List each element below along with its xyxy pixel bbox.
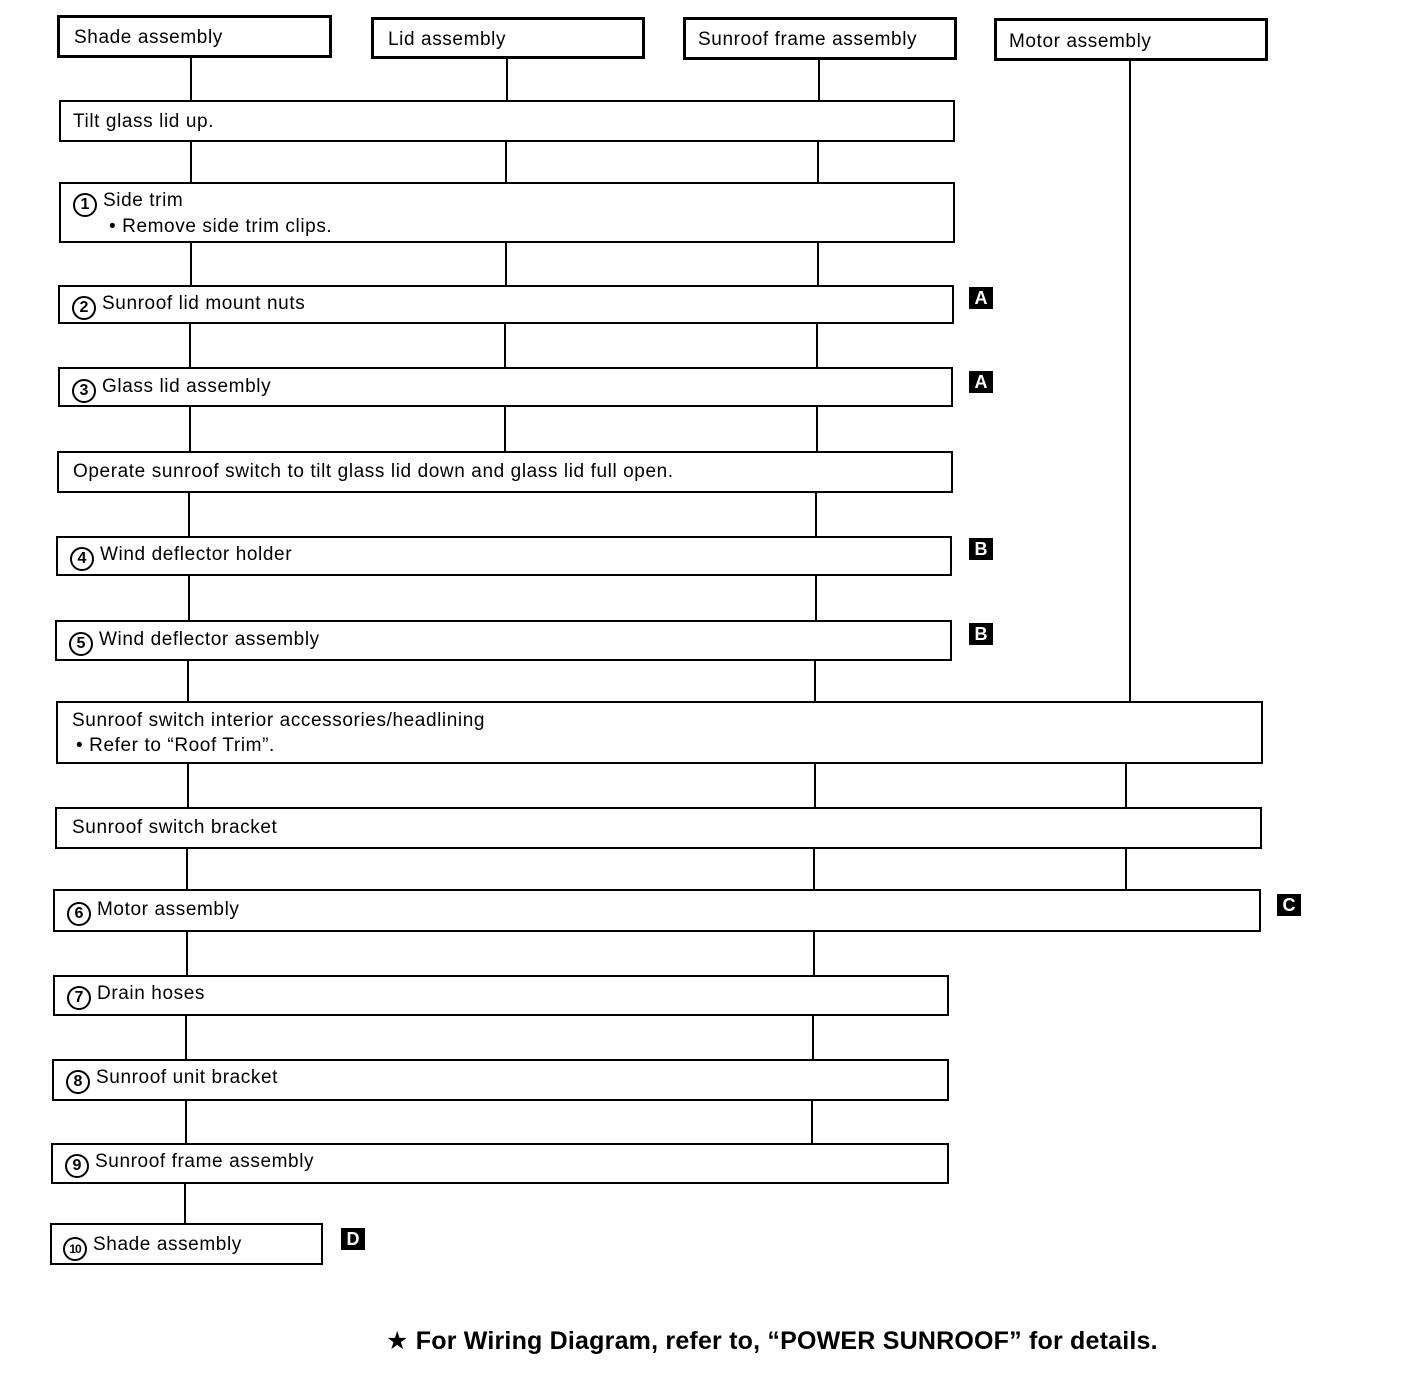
- reference-tag-b: B: [969, 538, 993, 560]
- reference-tag-b: B: [969, 623, 993, 645]
- step-drain-hoses: [53, 975, 949, 1016]
- step-label: Side trim: [103, 190, 184, 211]
- connector-line: [818, 59, 820, 100]
- step-number-badge: 2: [72, 296, 96, 320]
- step-label: Tilt glass lid up.: [73, 111, 215, 132]
- step-wind-deflector-assembly: [55, 620, 952, 661]
- connector-line: [505, 140, 507, 184]
- step-operate-sunroof-switch: [57, 451, 953, 493]
- step-sunroof-lid-mount-nuts: [58, 285, 954, 324]
- step-label-row: [72, 292, 305, 320]
- wiring-diagram-note: ★ For Wiring Diagram, refer to, “POWER SUNROOF” for details.: [386, 1327, 1158, 1355]
- step-label-row: [67, 982, 205, 1010]
- header-label: Sunroof frame assembly: [698, 29, 918, 50]
- step-label: Operate sunroof switch to tilt glass lid down and glass lid full open.: [73, 461, 674, 482]
- step-note: • Refer to “Roof Trim”.: [76, 735, 275, 756]
- connector-line: [189, 406, 191, 452]
- connector-line: [816, 322, 818, 368]
- connector-line: [187, 659, 189, 702]
- step-label: Motor assembly: [97, 899, 240, 920]
- step-tilt-glass-lid-up: [59, 100, 955, 142]
- connector-line: [186, 847, 188, 890]
- connector-line: [184, 1182, 186, 1224]
- connector-line: [814, 659, 816, 702]
- header-lid-assembly: [371, 17, 645, 59]
- connector-line: [188, 575, 190, 621]
- step-label-row: [70, 543, 292, 571]
- connector-line: [817, 140, 819, 184]
- step-label: Sunroof lid mount nuts: [102, 293, 306, 314]
- step-wind-deflector-holder: [56, 536, 952, 576]
- connector-line: [190, 140, 192, 184]
- connector-line: [1125, 847, 1127, 890]
- connector-line: [504, 406, 506, 452]
- connector-line: [811, 1099, 813, 1144]
- reference-tag-c: C: [1277, 894, 1301, 916]
- step-sunroof-switch-interior: [56, 701, 1263, 764]
- step-number-badge: 6: [67, 902, 91, 926]
- step-shade-assembly: [50, 1223, 323, 1265]
- header-sunroof-frame-assembly: [683, 17, 957, 60]
- step-label-row: [72, 375, 271, 403]
- step-glass-lid-assembly: [58, 367, 953, 407]
- connector-line: [185, 1099, 187, 1144]
- header-label: Shade assembly: [74, 27, 223, 48]
- step-number-badge: 5: [69, 632, 93, 656]
- header-shade-assembly: [57, 15, 332, 58]
- step-label: Glass lid assembly: [102, 376, 272, 397]
- step-label: Drain hoses: [97, 983, 205, 1004]
- step-label-row: [63, 1233, 242, 1261]
- step-label: Wind deflector holder: [100, 544, 293, 565]
- reference-tag-d: D: [341, 1228, 365, 1250]
- connector-line: [1125, 762, 1127, 808]
- step-label: Sunroof frame assembly: [95, 1151, 315, 1172]
- header-motor-assembly: [994, 18, 1268, 61]
- step-label: Wind deflector assembly: [99, 629, 320, 650]
- connector-line: [185, 1014, 187, 1060]
- step-note: • Remove side trim clips.: [109, 216, 333, 237]
- header-label: Lid assembly: [388, 29, 507, 50]
- reference-tag-a: A: [969, 287, 993, 309]
- connector-line: [1129, 59, 1131, 702]
- step-number-badge: 9: [65, 1154, 89, 1178]
- connector-line: [813, 930, 815, 976]
- step-number-badge: 4: [70, 547, 94, 571]
- connector-line: [189, 322, 191, 368]
- step-sunroof-frame-assembly: [51, 1143, 949, 1184]
- step-label-row: [67, 898, 240, 926]
- step-label-row: [69, 628, 320, 656]
- step-motor-assembly: [53, 889, 1261, 932]
- connector-line: [817, 242, 819, 286]
- connector-line: [813, 847, 815, 890]
- connector-line: [190, 242, 192, 286]
- connector-line: [504, 322, 506, 368]
- header-label: Motor assembly: [1009, 31, 1152, 52]
- connector-line: [186, 930, 188, 976]
- step-number-badge: 3: [72, 379, 96, 403]
- connector-line: [812, 1014, 814, 1060]
- connector-line: [188, 491, 190, 537]
- step-label-row: [73, 189, 183, 217]
- step-side-trim: [59, 182, 955, 243]
- step-label: Sunroof switch interior accessories/headlining: [72, 710, 486, 731]
- connector-line: [814, 762, 816, 808]
- step-sunroof-switch-bracket: [55, 807, 1262, 849]
- step-label: Shade assembly: [93, 1234, 242, 1255]
- connector-line: [815, 491, 817, 537]
- connector-line: [506, 58, 508, 100]
- reference-tag-a: A: [969, 371, 993, 393]
- step-number-badge: 1: [73, 193, 97, 217]
- connector-line: [187, 762, 189, 808]
- connector-line: [505, 242, 507, 286]
- connector-line: [816, 406, 818, 452]
- step-label-row: [65, 1150, 314, 1178]
- connector-line: [815, 575, 817, 621]
- step-number-badge: 10: [63, 1237, 87, 1261]
- step-label: Sunroof unit bracket: [96, 1067, 279, 1088]
- step-number-badge: 7: [67, 986, 91, 1010]
- step-label: Sunroof switch bracket: [72, 817, 278, 838]
- step-number-badge: 8: [66, 1070, 90, 1094]
- step-sunroof-unit-bracket: [52, 1059, 949, 1101]
- connector-line: [190, 56, 192, 100]
- step-label-row: [66, 1066, 278, 1094]
